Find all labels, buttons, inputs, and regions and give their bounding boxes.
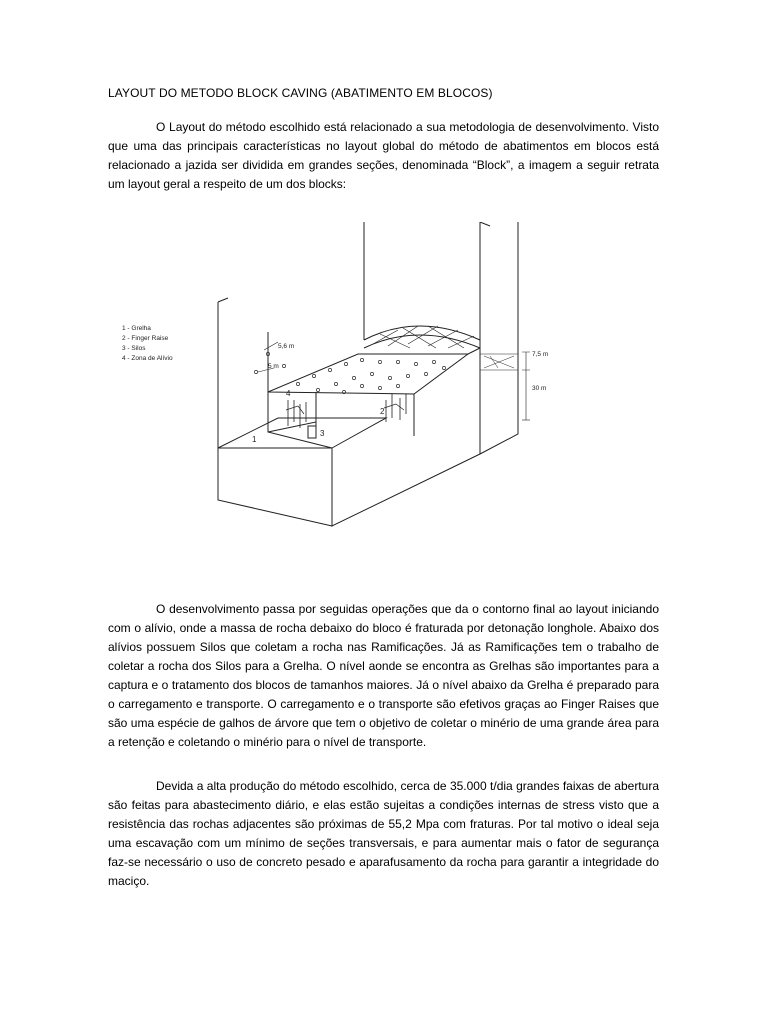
base-block-front (218, 448, 332, 526)
dimension-7-5m: 7,5 m (532, 351, 549, 358)
paragraph-intro: O Layout do método escolhido está relacionado a sua metodologia de desenvolvimento. Visto que uma das principais características no layout global do método de abatimentos em blocos está relacionado a jazida ser dividida em grandes seções, denominada “Block”, a imagem a seguir retrata um layout geral a respeito de um dos blocks: (108, 120, 659, 191)
marker-4: 4 (286, 389, 291, 398)
base-block-side (332, 418, 480, 526)
arch-top (364, 326, 480, 340)
base-block-top (218, 418, 386, 448)
marker-2: 2 (380, 407, 385, 416)
paragraph-development: O desenvolvimento passa por seguidas operações que da o contorno final ao layout iniciando com o alívio, onde a massa de rocha debaixo do bloco é fraturada por detonação longhole. Abaixo dos alívios possuem Silos que coletam a rocha nas Ramificações. Já as Ramificações tem o trabalho de coletar a rocha dos Silos para a Grelha. O nível aonde se encontra as Grelhas são importantes para a captura e o tratamento dos blocos de tamanhos maiores. Já o nível abaixo da Grelha é preparado para o carregamento e transporte. O carregamento e o transporte são efetivos graças ao Finger Raises que são uma espécie de galhos de árvore que tem o objetivo de coletar o minério de uma grande área para a retenção e coletando o minério para o nível de transporte. (108, 602, 659, 749)
marker-1: 1 (252, 435, 257, 444)
dimension-5m: 5 m (268, 363, 279, 370)
dimension-5-6m: 5,6 m (278, 343, 295, 350)
legend-item-silos: 3 - Silos (122, 345, 146, 352)
block-caving-diagram (118, 222, 578, 534)
paragraph-production: Devida a alta produção do método escolhido, cerca de 35.000 t/dia grandes faixas de abertura são feitas para abastecimento diário, e elas estão sujeitas a condições internas de stress visto que a resistência das rochas adjacentes são próximas de 55,2 Mpa com fraturas. Por tal motivo o ideal seja uma escavação com um mínimo de seções transversais, e para aumentar mais o fator de segurança faz-se necessário o uso de concreto pesado e aparafusamento da rocha para garantir a integridade do maciço. (108, 779, 659, 888)
legend-item-finger-raise: 2 - Finger Raise (122, 335, 169, 342)
block-caving-drawing (118, 222, 578, 534)
draw-point-dots (254, 352, 445, 393)
document-title: LAYOUT DO METODO BLOCK CAVING (ABATIMENTO EM BLOCOS) (108, 86, 493, 100)
middle-level-top (268, 354, 468, 394)
legend-item-grelha: 1 - Grelha (122, 325, 151, 332)
dimension-30m: 30 m (532, 385, 547, 392)
legend-item-zona-alivio: 4 - Zona de Alívio (122, 355, 173, 362)
marker-3: 3 (320, 429, 325, 438)
